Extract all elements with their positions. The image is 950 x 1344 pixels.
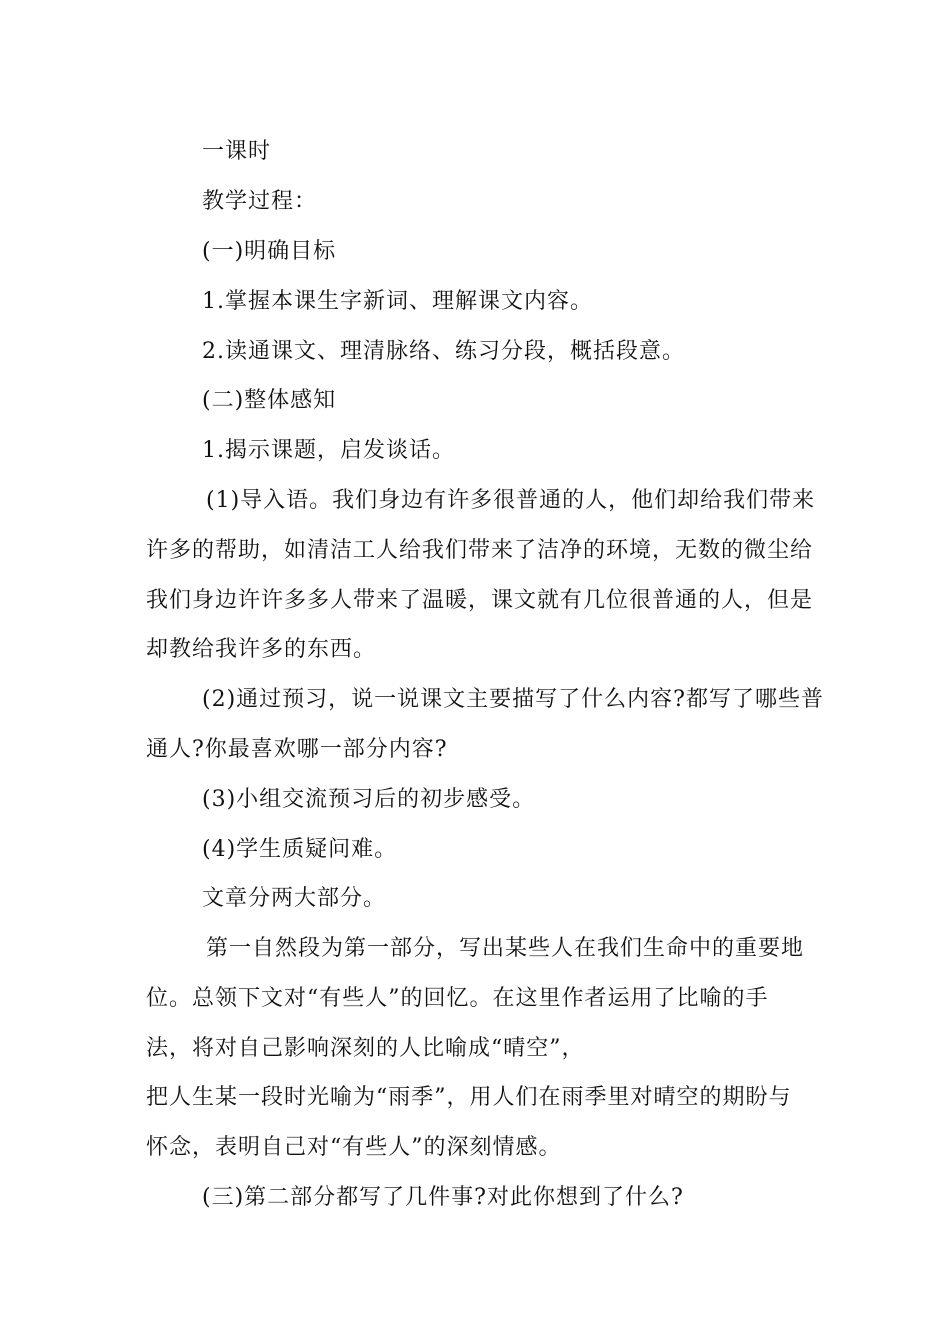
list-item: 1.掌握本课生字新词、理解课文内容。	[202, 289, 593, 314]
paragraph-line: 教学过程：	[202, 189, 318, 214]
paragraph-line: 怀念，表明自己对“有些人”的深刻情感。	[146, 1135, 562, 1160]
paragraph-line: (1)导入语。我们身边有许多很普通的人，他们却给我们带来	[206, 488, 816, 513]
section-heading: (二)整体感知	[202, 388, 337, 413]
section-heading: (一)明确目标	[202, 239, 337, 264]
paragraph-line: 通人?你最喜欢哪一部分内容?	[146, 737, 448, 762]
list-item: 1.揭示课题，启发谈话。	[202, 438, 455, 463]
paragraph-line: (4)学生质疑问难。	[202, 837, 398, 862]
paragraph-line: 位。总领下文对“有些人”的回忆。在这里作者运用了比喻的手	[146, 986, 769, 1011]
paragraph-line: 一课时	[202, 139, 272, 164]
paragraph-line: 法，将对自己影响深刻的人比喻成“晴空”，	[146, 1036, 585, 1061]
section-heading: (三)第二部分都写了几件事?对此你想到了什么?	[202, 1185, 684, 1210]
paragraph-line: 我们身边许许多多人带来了温暖，课文就有几位很普通的人，但是	[146, 588, 814, 613]
paragraph-line: (3)小组交流预习后的初步感受。	[202, 787, 536, 812]
paragraph-line: 却教给我许多的东西。	[146, 637, 377, 662]
paragraph-line: 许多的帮助，如清洁工人给我们带来了洁净的环境，无数的微尘给	[146, 538, 814, 563]
list-item: 2.读通课文、理清脉络、练习分段，概括段意。	[202, 339, 685, 364]
paragraph-line: 文章分两大部分。	[202, 886, 387, 911]
paragraph-line: 第一自然段为第一部分，写出某些人在我们生命中的重要地	[206, 936, 805, 961]
paragraph-line: (2)通过预习，说一说课文主要描写了什么内容?都写了哪些普	[202, 687, 824, 712]
paragraph-line: 把人生某一段时光喻为“雨季”，用人们在雨季里对晴空的期盼与	[146, 1085, 792, 1110]
